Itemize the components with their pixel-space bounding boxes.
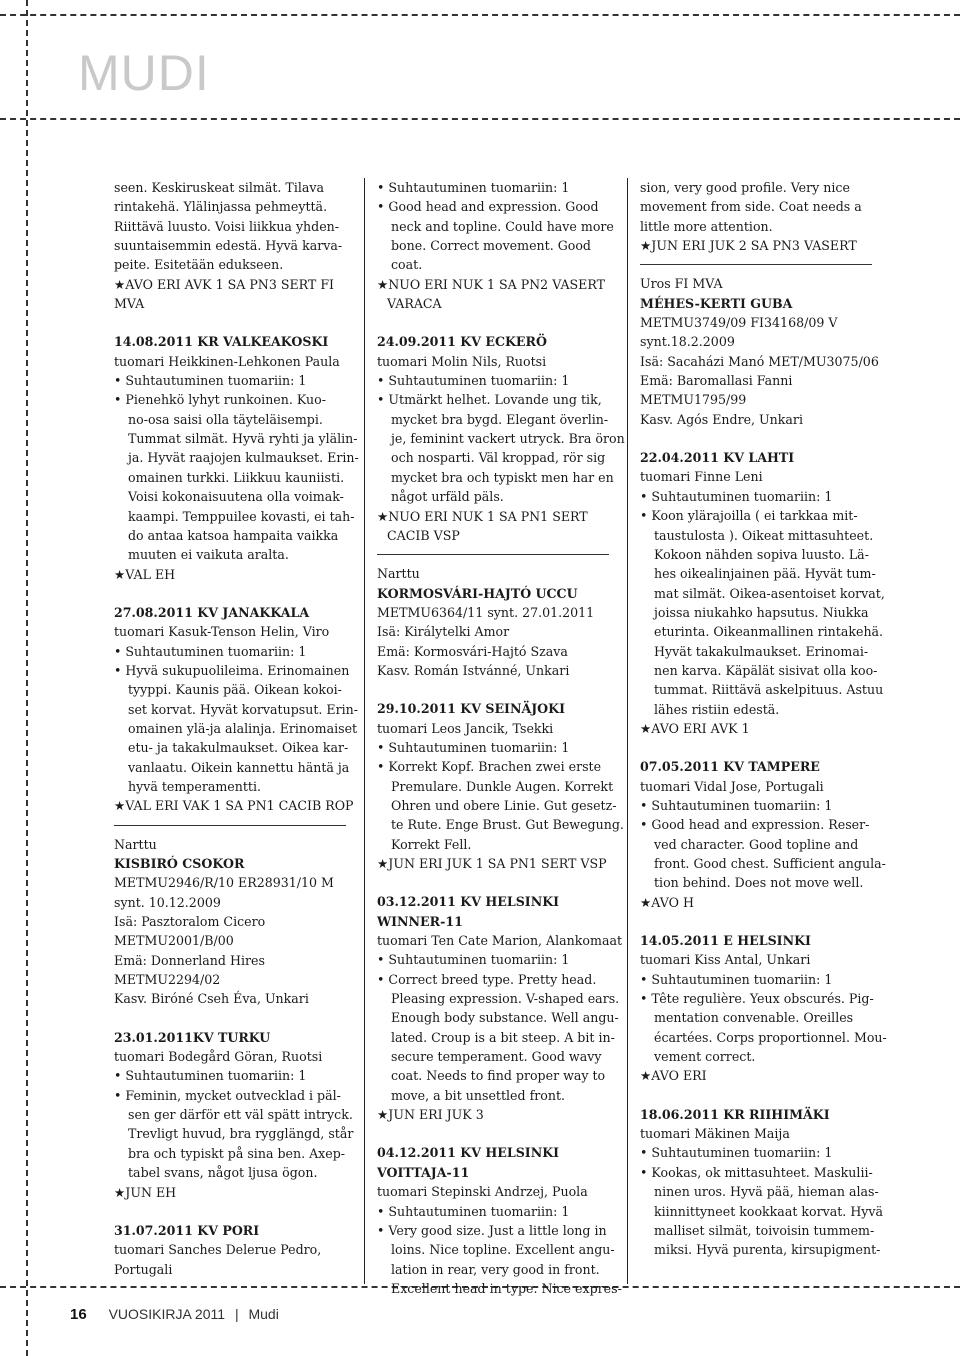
bullet-continuation: mycket bra och typiskt men har en: [391, 469, 614, 485]
text-column-2: [377, 178, 627, 1298]
bullet-continuation: lähes ristiin edestä.: [654, 701, 780, 717]
show-heading: 14.05.2011 E HELSINKI: [640, 933, 811, 949]
bullet-continuation: secure temperament. Good wavy: [391, 1049, 602, 1065]
bullet-continuation: coat. Needs to find proper way to: [391, 1068, 606, 1084]
dog-name: KORMOSVÁRI-HAJTÓ UCCU: [377, 585, 578, 601]
bullet-continuation: miksi. Hyvä purenta, kirsupigment-: [654, 1242, 881, 1258]
section-rule: [377, 554, 609, 555]
text-line: METMU2946/R/10 ER28931/10 M: [114, 875, 334, 891]
text-line: Isä: Királytelki Amor: [377, 624, 510, 640]
show-heading: 24.09.2011 KV ECKERÖ: [377, 334, 547, 350]
result-line: ★VAL EH: [114, 566, 176, 582]
text-line: Emä: Baromallasi Fanni: [640, 373, 793, 389]
text-line: tuomari Finne Leni: [640, 469, 763, 485]
bullet-continuation: je, feminint vackert utryck. Bra öron: [391, 431, 625, 447]
show-heading: 07.05.2011 KV TAMPERE: [640, 759, 820, 775]
bullet-continuation: Excellent head in type. Nice expres-: [391, 1280, 622, 1296]
result-line: ★NUO ERI NUK 1 SA PN2 VASERT: [377, 276, 606, 292]
bullet-continuation: taustulosta ). Oikeat mittasuhteet.: [654, 527, 874, 543]
bullet-continuation: omainen ylä-ja alalinja. Erinomaiset: [128, 720, 358, 736]
text-line: Kasv. Román Istvánné, Unkari: [377, 662, 570, 678]
spacer: [377, 313, 627, 332]
text-line: Riittävä luusto. Voisi liikkua yhden-: [114, 218, 340, 234]
bullet-continuation: mentation convenable. Oreilles: [654, 1010, 854, 1026]
result-line: ★JUN EH: [114, 1184, 177, 1200]
result-line: ★AVO ERI AVK 1: [640, 720, 750, 736]
bullet-continuation: Trevligt huvud, bra rygglängd, står: [128, 1126, 354, 1142]
footer-separator: |: [234, 1306, 239, 1322]
text-line: Isä: Sacaházi Manó MET/MU3075/06: [640, 353, 879, 369]
text-line: Narttu: [377, 566, 420, 582]
bullet-continuation: nen karva. Käpälät sisivat olla koo-: [654, 662, 878, 678]
bullet-continuation: Premulare. Dunkle Augen. Korrekt: [391, 778, 614, 794]
text-line: movement from side. Coat needs a: [640, 199, 862, 215]
bullet-continuation: neck and topline. Could have more: [391, 218, 614, 234]
bullet-continuation: mat silmät. Oikea-asentoiset korvat,: [654, 585, 885, 601]
bullet-line: • Tête regulière. Yeux obscurés. Pig-: [640, 991, 874, 1007]
result-line: ★NUO ERI NUK 1 SA PN1 SERT: [377, 508, 588, 524]
top-dashed-border: [0, 14, 960, 16]
text-line: rintakehä. Ylälinjassa pehmeyttä.: [114, 199, 328, 215]
spacer: [640, 738, 892, 757]
text-line: suuntaisemmin edestä. Hyvä karva-: [114, 238, 343, 254]
spacer: [114, 1009, 364, 1028]
bullet-line: • Correct breed type. Pretty head.: [377, 971, 597, 987]
show-heading: 23.01.2011KV TURKU: [114, 1029, 271, 1045]
bullet-continuation: no-osa saisi olla täyteläisempi.: [128, 411, 323, 427]
bullet-continuation: lated. Croup is a bit steep. A bit in-: [391, 1029, 615, 1045]
header-dashed-divider: [0, 118, 960, 120]
spacer: [377, 1124, 627, 1143]
dog-name: MÉHES-KERTI GUBA: [640, 295, 793, 311]
show-heading: 04.12.2011 KV HELSINKI VOITTAJA-11: [377, 1145, 560, 1180]
bullet-continuation: loins. Nice topline. Excellent angu-: [391, 1242, 615, 1258]
bullet-continuation: coat.: [391, 257, 423, 273]
text-line: tuomari Sanches Delerue Pedro,: [114, 1242, 322, 1258]
bullet-continuation: muuten ei vaikuta aralta.: [128, 547, 289, 563]
bullet-line: • Very good size. Just a little long in: [377, 1222, 607, 1238]
bullet-continuation: och nosparti. Väl kroppad, rör sig: [391, 450, 606, 466]
page-footer: [70, 1306, 279, 1323]
bullet-continuation: bra och typiskt på sina ben. Axep-: [128, 1145, 346, 1161]
bullet-continuation: eturinta. Oikeanmallinen rintakehä.: [654, 624, 884, 640]
bullet-line: • Suhtautuminen tuomariin: 1: [377, 1203, 570, 1219]
bullet-line: • Good head and expression. Good: [377, 199, 599, 215]
section-rule: [114, 825, 346, 826]
bullet-line: • Kookas, ok mittasuhteet. Maskulii-: [640, 1164, 873, 1180]
text-line: tuomari Vidal Jose, Portugali: [640, 778, 824, 794]
bullet-continuation: te Rute. Enge Brust. Gut Bewegung.: [391, 817, 624, 833]
bullet-continuation: bone. Correct movement. Good: [391, 238, 591, 254]
bullet-continuation: vanlaatu. Oikein kannettu häntä ja: [128, 759, 350, 775]
bullet-continuation: joissa niukahko hapsutus. Niukka: [654, 604, 869, 620]
text-line: tuomari Molin Nils, Ruotsi: [377, 353, 547, 369]
spacer: [377, 680, 627, 699]
bullet-continuation: något urfäld päls.: [391, 489, 504, 505]
text-line: METMU2294/02: [114, 972, 221, 988]
bullet-continuation: hyvä temperamentti.: [128, 778, 262, 794]
bullet-continuation: move, a bit unsettled front.: [391, 1087, 566, 1103]
show-heading: 31.07.2011 KV PORI: [114, 1222, 260, 1238]
bullet-continuation: omainen turkki. Liikkuu kauniisti.: [128, 469, 345, 485]
result-line: ★VAL ERI VAK 1 SA PN1 CACIB ROP: [114, 798, 354, 814]
text-line: Narttu: [114, 836, 157, 852]
spacer: [640, 1086, 892, 1105]
text-line: METMU3749/09 FI34168/09 V: [640, 315, 838, 331]
bullet-continuation: lation in rear, very good in front.: [391, 1261, 600, 1277]
show-heading: 14.08.2011 KR VALKEAKOSKI: [114, 334, 329, 350]
bullet-line: • Suhtautuminen tuomariin: 1: [640, 1145, 833, 1161]
bullet-continuation: vement correct.: [654, 1049, 756, 1065]
bullet-continuation: etu- ja takakulmaukset. Oikea kar-: [128, 740, 349, 756]
bullet-continuation: malliset silmät, toivoisin tummem-: [654, 1222, 875, 1238]
show-heading: 18.06.2011 KR RIIHIMÄKI: [640, 1106, 830, 1122]
bullet-continuation: ninen uros. Hyvä pää, hieman alas-: [654, 1184, 879, 1200]
text-column-3: [640, 178, 892, 1260]
show-heading: 27.08.2011 KV JANAKKALA: [114, 604, 310, 620]
bullet-line: • Suhtautuminen tuomariin: 1: [114, 1068, 307, 1084]
text-line: Uros FI MVA: [640, 276, 723, 292]
bullet-continuation: ja. Hyvät raajojen kulmaukset. Erin-: [128, 450, 359, 466]
bullet-continuation: Korrekt Fell.: [391, 836, 472, 852]
bullet-line: • Suhtautuminen tuomariin: 1: [640, 797, 833, 813]
spacer: [114, 313, 364, 332]
section-rule: [640, 264, 872, 265]
spacer: [114, 1202, 364, 1221]
result-line: ★AVO ERI AVK 1 SA PN3 SERT FI MVA: [114, 276, 335, 312]
bullet-continuation: Kokoon nähden sopiva luusto. Lä-: [654, 546, 869, 562]
text-line: Emä: Kormosvári-Hajtó Szava: [377, 643, 568, 659]
text-line: tuomari Bodegård Göran, Ruotsi: [114, 1049, 323, 1065]
text-line: sion, very good profile. Very nice: [640, 180, 850, 195]
text-line: Kasv. Biróné Cseh Éva, Unkari: [114, 991, 309, 1007]
result-continuation: CACIB VSP: [387, 527, 460, 543]
left-dashed-border: [26, 0, 28, 1356]
publication-name: VUOSIKIRJA 2011: [108, 1306, 226, 1322]
bullet-line: • Suhtautuminen tuomariin: 1: [640, 488, 833, 504]
text-line: Kasv. Agós Endre, Unkari: [640, 411, 803, 427]
text-line: METMU2001/B/00: [114, 933, 234, 949]
text-column-1: [114, 178, 364, 1279]
show-heading: 03.12.2011 KV HELSINKI WINNER-11: [377, 894, 560, 929]
text-line: tuomari Ten Cate Marion, Alankomaat: [377, 933, 623, 949]
bullet-continuation: hes oikealinjainen pää. Hyvät tum-: [654, 566, 876, 582]
spacer: [640, 912, 892, 931]
spacer: [640, 429, 892, 448]
result-line: ★AVO H: [640, 894, 694, 910]
page-number: 16: [70, 1306, 87, 1323]
bullet-continuation: Ohren und obere Linie. Gut gesetz-: [391, 797, 617, 813]
bullet-continuation: kaampi. Temppuilee kovasti, ei tah-: [128, 508, 355, 524]
bullet-continuation: Tummat silmät. Hyvä ryhti ja ylälin-: [128, 431, 358, 447]
text-line: little more attention.: [640, 218, 773, 234]
spacer: [114, 584, 364, 603]
section-name: Mudi: [248, 1306, 279, 1322]
bullet-continuation: Enough body substance. Well angu-: [391, 1010, 619, 1026]
bullet-continuation: tummat. Riittävä askelpituus. Astuu: [654, 682, 884, 698]
dog-name: KISBIRÓ CSOKOR: [114, 856, 245, 871]
result-line: ★JUN ERI JUK 2 SA PN3 VASERT: [640, 238, 857, 254]
text-line: synt.18.2.2009: [640, 334, 735, 350]
bullet-continuation: front. Good chest. Sufficient angula-: [654, 856, 886, 871]
bullet-line: • Suhtautuminen tuomariin: 1: [377, 739, 570, 755]
bullet-line: • Feminin, mycket outvecklad i päl-: [114, 1087, 341, 1103]
column-divider-2: [627, 178, 628, 1284]
text-line: METMU6364/11 synt. 27.01.2011: [377, 604, 595, 620]
bullet-continuation: Voisi kokonaisuutena olla voimak-: [128, 489, 344, 505]
result-line: ★JUN ERI JUK 1 SA PN1 SERT VSP: [377, 856, 607, 871]
text-line: tuomari Kasuk-Tenson Helin, Viro: [114, 624, 330, 640]
bullet-line: • Hyvä sukupuolileima. Erinomainen: [114, 662, 350, 678]
text-line: seen. Keskiruskeat silmät. Tilava: [114, 180, 325, 195]
bullet-continuation: do antaa katsoa hampaita vaikka: [128, 527, 339, 543]
bullet-continuation: ved character. Good topline and: [654, 836, 859, 852]
result-continuation: VARACA: [387, 296, 442, 312]
bullet-line: • Suhtautuminen tuomariin: 1: [640, 971, 833, 987]
bullet-line: • Pienehkö lyhyt runkoinen. Kuo-: [114, 392, 326, 408]
bullet-continuation: sen ger därför ett väl spätt intryck.: [128, 1107, 353, 1123]
result-line: ★AVO ERI: [640, 1068, 707, 1084]
text-line: tuomari Leos Jancik, Tsekki: [377, 720, 554, 736]
result-line: ★JUN ERI JUK 3: [377, 1107, 484, 1123]
spacer: [377, 873, 627, 892]
bullet-line: • Suhtautuminen tuomariin: 1: [377, 952, 570, 968]
bullet-line: • Korrekt Kopf. Brachen zwei erste: [377, 759, 602, 775]
bullet-continuation: Pleasing expression. V-shaped ears.: [391, 991, 620, 1007]
bullet-continuation: tyyppi. Kaunis pää. Oikean kokoi-: [128, 682, 342, 698]
show-heading: 22.04.2011 KV LAHTI: [640, 450, 795, 466]
text-line: peite. Esitetään edukseen.: [114, 257, 284, 273]
bullet-line: • Utmärkt helhet. Lovande ung tik,: [377, 392, 602, 408]
text-line: Isä: Pasztoralom Cicero: [114, 914, 266, 930]
show-heading: 29.10.2011 KV SEINÄJOKI: [377, 701, 565, 717]
text-line: Emä: Donnerland Hires: [114, 952, 265, 968]
bullet-line: • Suhtautuminen tuomariin: 1: [114, 373, 307, 389]
bullet-continuation: kiinnittyneet kookkaat korvat. Hyvä: [654, 1203, 884, 1219]
text-line: tuomari Kiss Antal, Unkari: [640, 952, 811, 968]
bullet-line: • Good head and expression. Reser-: [640, 817, 870, 833]
bullet-line: • Suhtautuminen tuomariin: 1: [377, 180, 570, 195]
text-line: tuomari Mäkinen Maija: [640, 1126, 790, 1142]
bullet-continuation: mycket bra bygd. Elegant överlin-: [391, 411, 609, 427]
bullet-continuation: tion behind. Does not move well.: [654, 875, 864, 891]
bullet-line: • Suhtautuminen tuomariin: 1: [114, 643, 307, 659]
text-line: tuomari Stepinski Andrzej, Puola: [377, 1184, 588, 1200]
text-line: synt. 10.12.2009: [114, 894, 221, 910]
bullet-line: • Suhtautuminen tuomariin: 1: [377, 373, 570, 389]
bullet-continuation: tabel svans, något ljusa ögon.: [128, 1165, 318, 1181]
text-line: METMU1795/99: [640, 392, 747, 408]
bullet-continuation: Hyvät takakulmaukset. Erinomai-: [654, 643, 869, 659]
bullet-continuation: écartées. Corps proportionnel. Mou-: [654, 1029, 887, 1045]
column-divider-1: [364, 178, 365, 1284]
text-line: Portugali: [114, 1261, 173, 1277]
bullet-continuation: set korvat. Hyvät korvatupsut. Erin-: [128, 701, 359, 717]
bullet-line: • Koon ylärajoilla ( ei tarkkaa mit-: [640, 508, 858, 524]
text-line: tuomari Heikkinen-Lehkonen Paula: [114, 353, 340, 369]
page-title: MUDI: [78, 45, 210, 101]
